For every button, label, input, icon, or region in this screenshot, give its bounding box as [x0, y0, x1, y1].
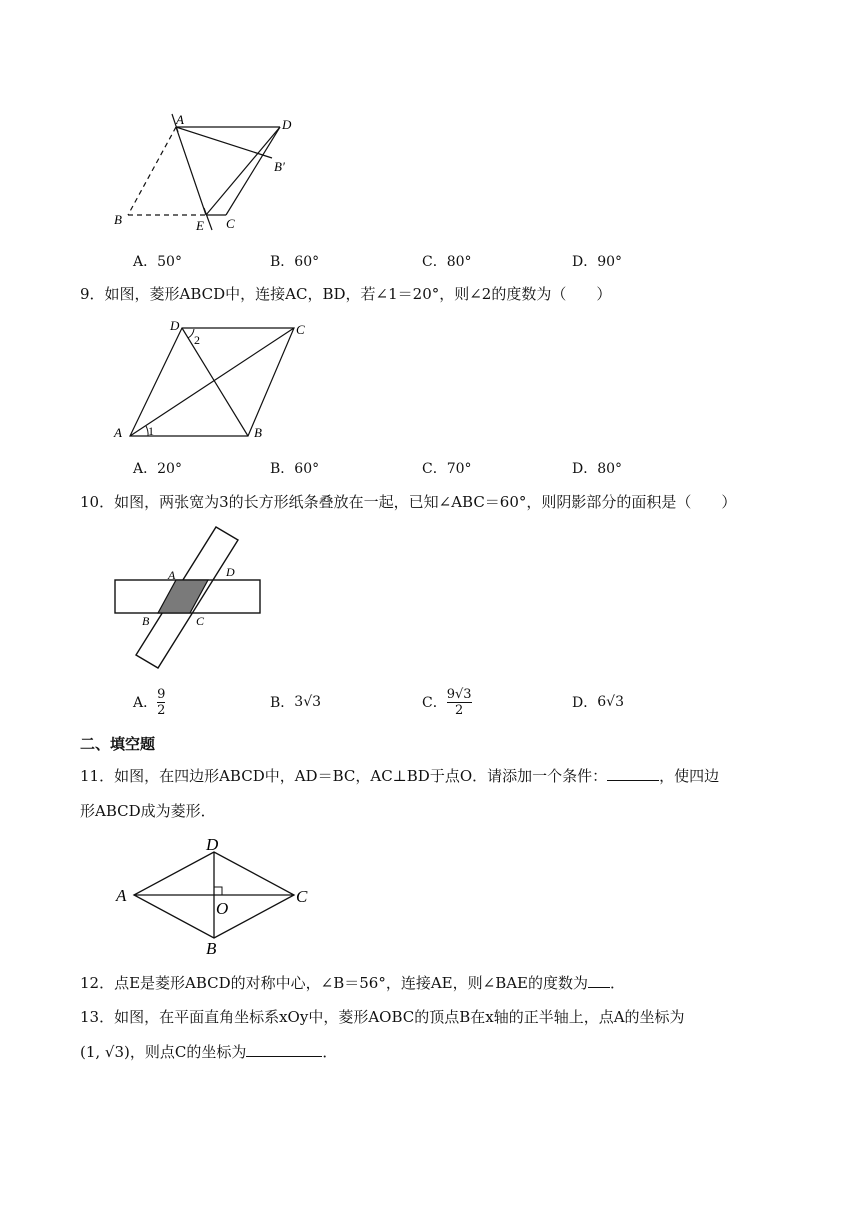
q11-label-C: C — [296, 887, 308, 906]
q11-answer-blank[interactable] — [607, 780, 659, 781]
q10-label-A: A — [168, 568, 176, 582]
q10-option-d[interactable]: D． 6√3 — [572, 694, 624, 711]
q9-angle-2: 2 — [194, 333, 200, 347]
q8-option-d[interactable]: D．90° — [572, 254, 623, 270]
q9-option-c[interactable]: C．70° — [422, 461, 472, 477]
q9-option-d[interactable]: D．80° — [572, 461, 623, 477]
q8-option-a[interactable]: A．50° — [133, 254, 182, 270]
q10-option-b[interactable]: B． 3√3 — [270, 694, 322, 711]
q8-option-c[interactable]: C．80° — [422, 254, 472, 270]
q12-answer-blank[interactable] — [588, 987, 610, 988]
q8-label-Bprime: B′ — [274, 159, 285, 174]
q10-label-C: C — [196, 614, 205, 628]
q12-line: 12．点E是菱形ABCD的对称中心，∠B＝56°，连接AE，则∠BAE的度数为 ． — [80, 974, 626, 992]
q9-label-B: B — [254, 425, 262, 440]
q9-option-a[interactable]: A．20° — [133, 461, 182, 477]
q8-label-B: B — [114, 212, 122, 227]
q11-label-O: O — [216, 899, 229, 918]
q8-label-C: C — [226, 216, 235, 231]
q9-label-C: C — [296, 322, 305, 337]
q11-label-A: A — [116, 886, 127, 905]
q8-option-b[interactable]: B．60° — [270, 254, 320, 270]
q11-line2: 形ABCD成为菱形． — [80, 802, 216, 820]
q10-option-a-fraction: $\frac{9}{2}$ — [157, 686, 166, 718]
q8-label-D: D — [282, 117, 292, 132]
q10-stem: 10．如图，两张宽为3的长方形纸条叠放在一起，已知∠ABC＝60°，则阴影部分的面积是（ ） — [80, 493, 737, 511]
q13-answer-blank[interactable] — [246, 1056, 322, 1057]
section-title-fill-in: 二、填空题 — [80, 735, 156, 753]
q11-label-B: B — [206, 939, 217, 958]
q9-angle-1: 1 — [148, 424, 154, 438]
q10-option-a[interactable]: A． $\frac{9}{2}$ — [133, 686, 166, 718]
q9-option-b[interactable]: B．60° — [270, 461, 320, 477]
q9-figure — [108, 316, 318, 442]
q8-label-A: A — [176, 112, 184, 127]
q8-label-E: E — [196, 218, 204, 233]
q13-line2: (1, √3)，则点C的坐标为 ． — [80, 1043, 338, 1061]
q10-option-c[interactable]: C． $\frac{9√3}{2}$ — [422, 686, 472, 718]
q10-figure — [108, 522, 278, 672]
q10-label-D: D — [226, 565, 235, 579]
q11-label-D: D — [206, 835, 219, 854]
q13-line1: 13．如图，在平面直角坐标系xOy中，菱形AOBC的顶点B在x轴的正半轴上，点A的坐标为 — [80, 1008, 685, 1026]
q10-label-B: B — [142, 614, 150, 628]
q9-label-A: A — [114, 425, 122, 440]
q9-stem: 9．如图，菱形ABCD中，连接AC，BD，若∠1＝20°，则∠2的度数为（ ） — [80, 285, 612, 303]
q11-line1: 11．如图，在四边形ABCD中，AD＝BC，AC⊥BD于点O．请添加一个条件： ，使四边 — [80, 767, 720, 785]
q10-option-c-fraction: $\frac{9√3}{2}$ — [446, 686, 472, 718]
q11-figure — [108, 832, 328, 958]
q9-label-D: D — [170, 318, 180, 333]
q8-figure — [100, 108, 310, 234]
